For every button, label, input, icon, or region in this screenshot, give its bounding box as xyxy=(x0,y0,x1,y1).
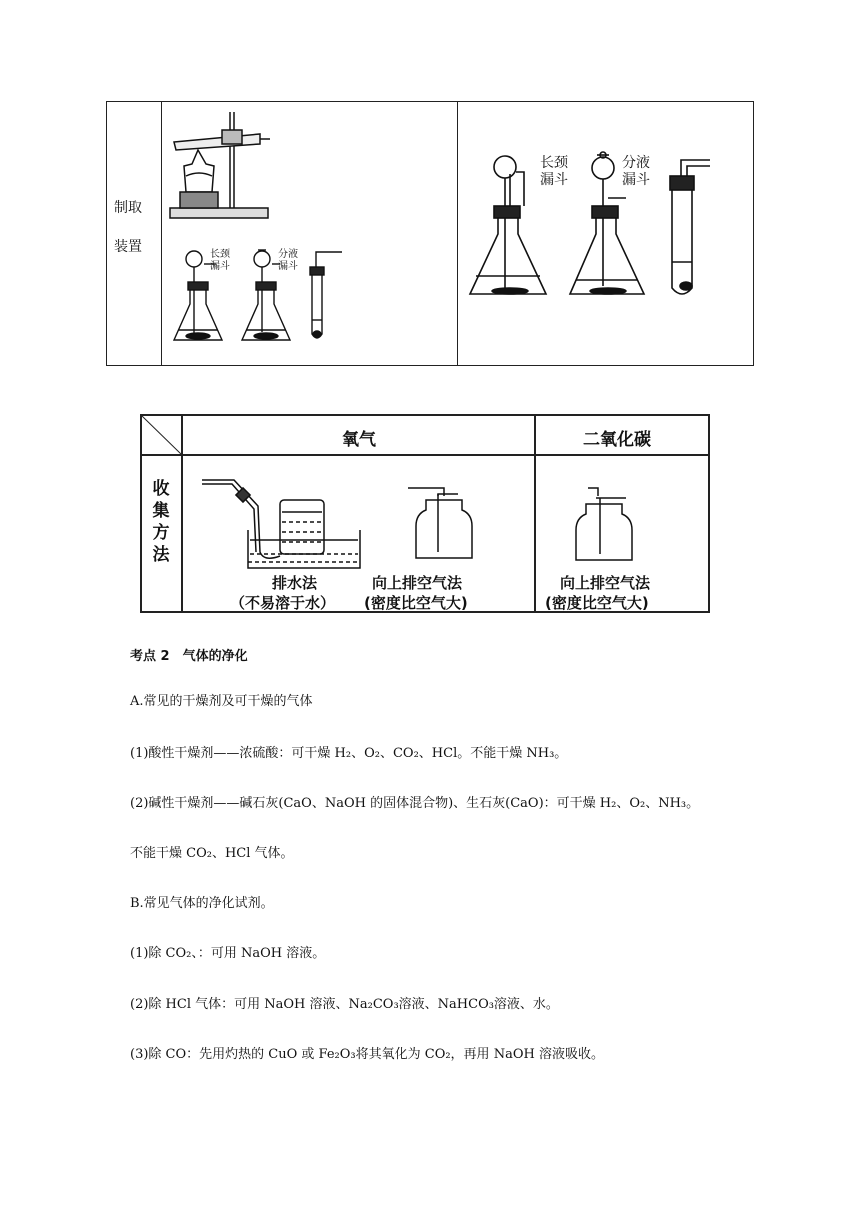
funnel-long-label: 长颈 xyxy=(210,249,230,260)
caption-up-air-note: (密度比空气大) xyxy=(364,594,468,612)
row-label-line1: 制取 xyxy=(114,200,142,216)
funnel-sep-label: 分液 xyxy=(278,249,298,260)
header-co2: 二氧化碳 xyxy=(583,430,651,450)
caption-up-air: 向上排空气法 xyxy=(372,574,463,592)
funnel-sep-label: 漏斗 xyxy=(622,172,650,188)
paragraph-b-heading: B.常见气体的净化试剂。 xyxy=(130,896,274,911)
paragraph-a2: (2)碱性干燥剂——碱石灰(CaO、NaOH 的固体混合物)、生石灰(CaO)：可干燥 H₂、O₂、NH₃。 xyxy=(130,796,700,811)
paragraph-a-heading: A.常见的干燥剂及可干燥的气体 xyxy=(130,694,313,709)
caption-up-air-co2-note: (密度比空气大) xyxy=(545,594,649,612)
header-oxygen: 氧气 xyxy=(342,430,376,450)
paragraph-b3: (3)除 CO：先用灼热的 CuO 或 Fe₂O₃将其氧化为 CO₂，再用 NaOH 溶液吸收。 xyxy=(130,1047,604,1062)
apparatus-illustration-right xyxy=(458,104,752,364)
caption-water-note: （不易溶于水） xyxy=(230,594,336,612)
paragraph-b1: (1)除 CO₂、：可用 NaOH 溶液。 xyxy=(130,946,326,961)
funnel-sep-label: 分液 xyxy=(622,155,650,171)
funnel-sep-label: 漏斗 xyxy=(278,261,298,272)
caption-up-air-co2: 向上排空气法 xyxy=(560,574,651,592)
funnel-long-label: 长颈 xyxy=(540,155,568,171)
paragraph-a1: (1)酸性干燥剂——浓硫酸：可干燥 H₂、O₂、CO₂、HCl。不能干燥 NH₃。 xyxy=(130,746,568,761)
apparatus-illustration-left xyxy=(162,104,456,364)
funnel-long-label: 漏斗 xyxy=(540,172,568,188)
paragraph-a2-cont: 不能干燥 CO₂、HCl 气体。 xyxy=(130,846,294,861)
caption-water-method: 排水法 xyxy=(272,574,318,592)
row-label-line2: 装置 xyxy=(114,239,142,255)
section-title: 考点 2 气体的净化 xyxy=(130,649,248,664)
funnel-long-label: 漏斗 xyxy=(210,261,230,272)
paragraph-b2: (2)除 HCl 气体：可用 NaOH 溶液、Na₂CO₃溶液、NaHCO₃溶液、水。 xyxy=(130,997,559,1012)
row-label-collect: 收 集 方 法 xyxy=(152,479,170,565)
